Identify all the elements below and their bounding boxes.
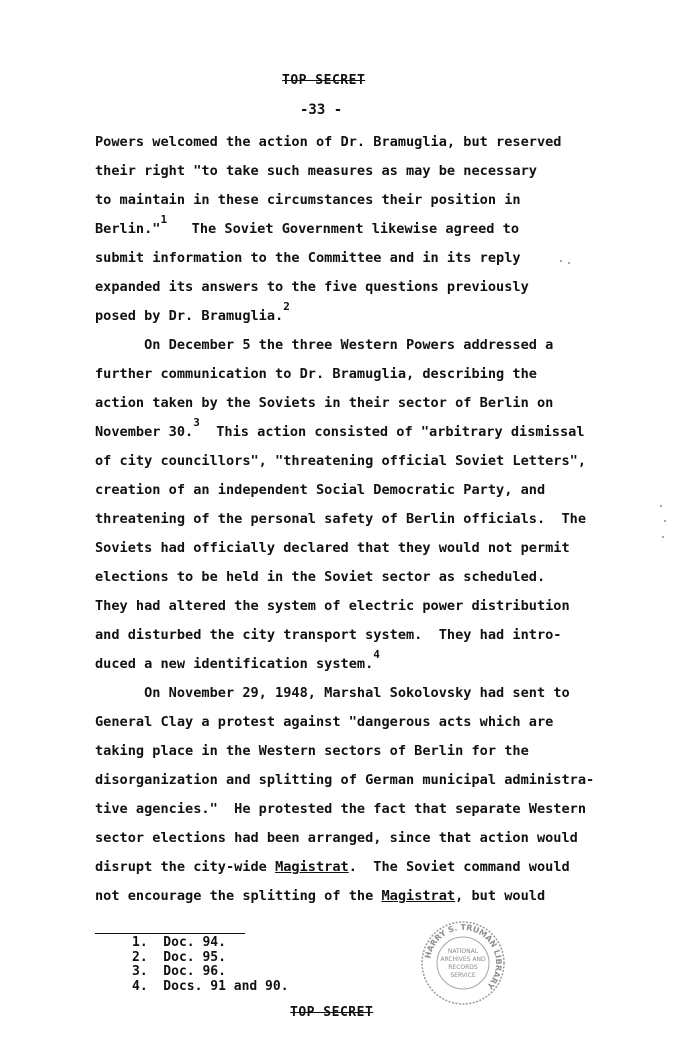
stamp-center-text: NATIONAL	[447, 948, 479, 955]
footnote-item: 1. Doc. 94.	[132, 935, 226, 950]
text-fragment: November 30.	[95, 424, 194, 440]
text-fragment: On November 29, 1948, Marshal Sokolovsky had sent to	[144, 685, 570, 701]
body-text	[95, 128, 635, 911]
footnote-item: 4. Docs. 91 and 90.	[132, 978, 289, 994]
stamp-center-text: RECORDS	[448, 964, 478, 971]
text-line	[95, 650, 635, 679]
underlined-term: Magistrat	[275, 859, 349, 875]
footnote-divider	[95, 933, 245, 934]
text-line	[95, 331, 635, 360]
text-line: threatening of the personal safety of Berlin officials. The	[95, 511, 587, 527]
text-fragment: duced a new identification system.	[95, 656, 374, 672]
text-line	[95, 679, 635, 708]
classification-footer: TOP SECRET	[290, 1005, 374, 1020]
text-line: of city councillors", "threatening official Soviet Letters",	[95, 453, 587, 469]
stamp-center-text: ARCHIVES AND	[440, 956, 486, 963]
text-fragment: On December 5 the three Western Powers addressed a	[144, 337, 554, 353]
text-fragment: The Soviet Government likewise agreed to	[191, 221, 520, 237]
text-line: sector elections had been arranged, since that action would	[95, 830, 578, 846]
paragraph-3	[95, 679, 635, 911]
text-fragment: , but would	[455, 888, 546, 904]
text-line: expanded its answers to the five questions previously	[95, 279, 529, 295]
text-line: taking place in the Western sectors of Berlin for the	[95, 743, 529, 759]
scan-speck	[560, 260, 562, 262]
text-line	[95, 882, 635, 911]
text-fragment: Berlin."	[95, 221, 161, 237]
text-fragment: disrupt the city-wide	[95, 859, 276, 875]
underlined-term: Magistrat	[381, 888, 456, 904]
text-line: submit information to the Committee and in its reply	[95, 250, 521, 266]
scan-speck	[662, 536, 664, 538]
footnotes	[132, 936, 289, 994]
text-line: and disturbed the city transport system. They had intro-	[95, 627, 562, 643]
paragraph-1	[95, 128, 635, 331]
text-line: They had altered the system of electric power distribution	[95, 598, 570, 614]
text-line: to maintain in these circumstances their position in	[95, 192, 521, 208]
text-line: Soviets had officially declared that they would not permit	[95, 540, 570, 556]
paragraph-2	[95, 331, 635, 679]
scan-speck	[660, 505, 662, 507]
scan-speck	[568, 262, 570, 264]
text-line	[95, 853, 635, 882]
footnote-ref-2: 2	[283, 300, 290, 313]
text-fragment: not encourage the splitting of the	[95, 888, 382, 904]
text-line: Powers welcomed the action of Dr. Bramuglia, but reserved	[95, 134, 562, 150]
page-number: -33 -	[300, 102, 343, 118]
text-line: further communication to Dr. Bramuglia, describing the	[95, 366, 537, 382]
footnote-ref-3: 3	[193, 416, 200, 429]
footnote-ref-1: 1	[160, 213, 168, 226]
text-line	[95, 302, 635, 331]
footnote-ref-4: 4	[373, 648, 380, 661]
stamp-ring-text: HARRY S. TRUMAN LIBRARY	[423, 922, 504, 991]
text-line	[95, 418, 635, 447]
text-line: action taken by the Soviets in their sector of Berlin on	[95, 395, 554, 411]
text-line: tive agencies." He protested the fact that separate Western	[95, 801, 587, 817]
footnote-item: 3. Doc. 96.	[132, 964, 226, 979]
text-line	[95, 215, 635, 244]
text-line: creation of an independent Social Democratic Party, and	[95, 482, 546, 498]
text-line: their right "to take such measures as may be necessary	[95, 163, 537, 179]
classification-header: TOP SECRET	[282, 73, 366, 88]
footnote-item: 2. Doc. 95.	[132, 949, 226, 965]
text-line: disorganization and splitting of German municipal administra-	[95, 772, 595, 788]
scan-speck	[664, 520, 666, 522]
text-fragment: posed by Dr. Bramuglia.	[95, 308, 284, 324]
text-fragment: This action consisted of "arbitrary dismissal	[216, 424, 585, 440]
archive-stamp	[420, 920, 506, 1006]
stamp-center-text: SERVICE	[450, 972, 476, 979]
text-line: elections to be held in the Soviet sector as scheduled.	[95, 569, 546, 585]
text-line: General Clay a protest against "dangerous acts which are	[95, 714, 554, 730]
text-fragment: . The Soviet command would	[348, 859, 570, 875]
